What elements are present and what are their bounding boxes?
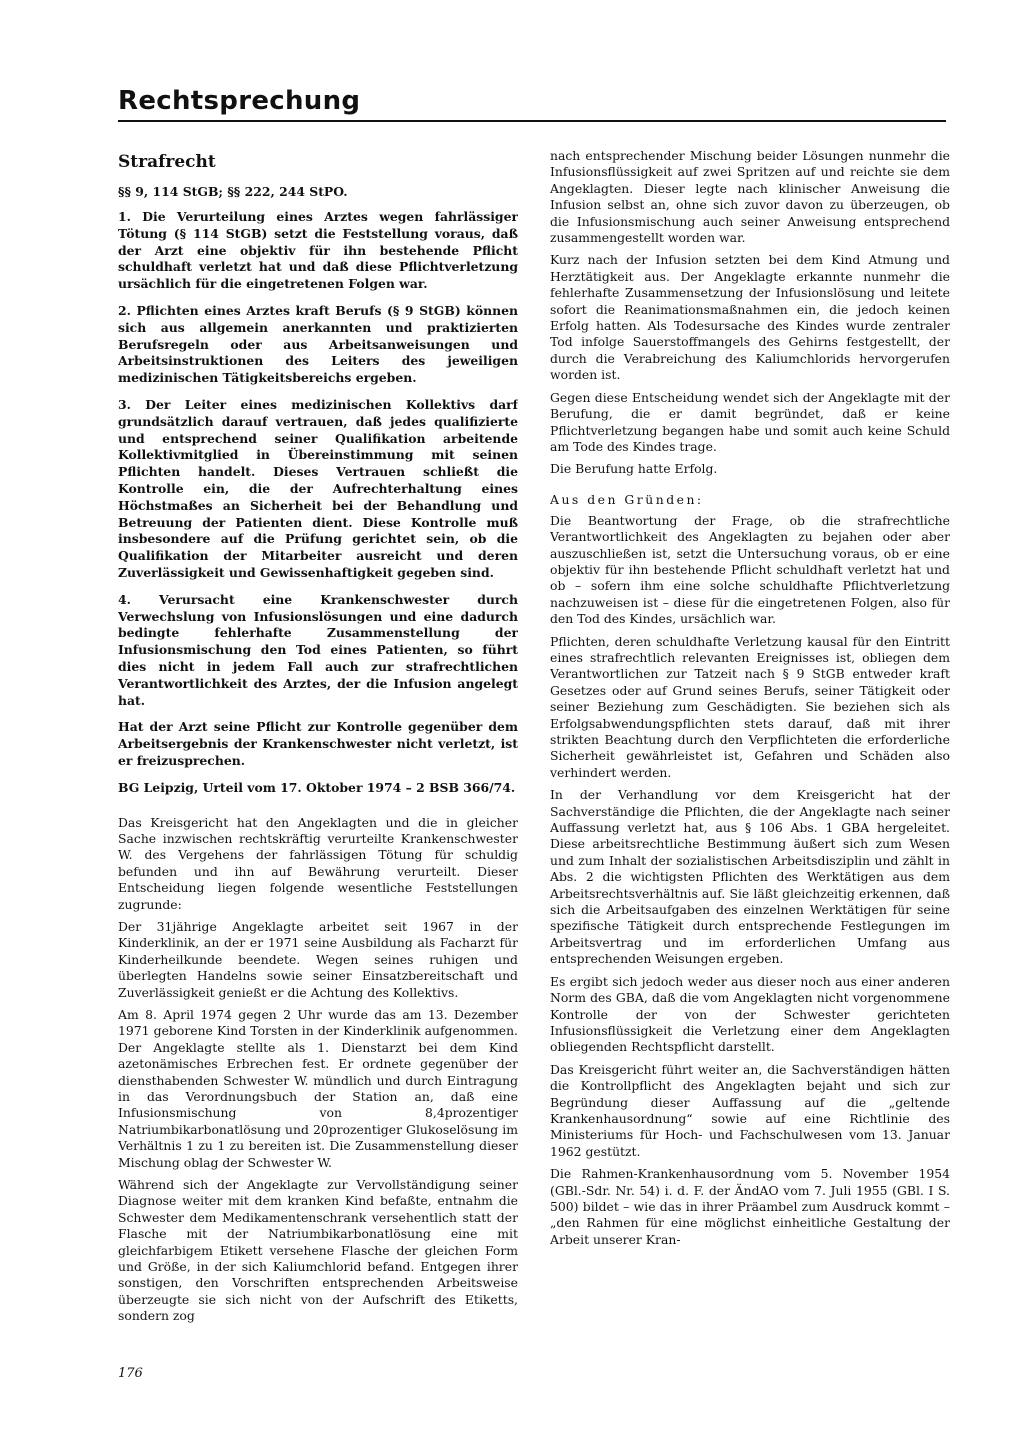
leitsatz: 4. Verursacht eine Krankenschwester durch Verwechslung von Infusionslösungen und eine dadurch bedingte fehlerhafte Zusammenstellung der Infusionsmischung den Tod eines Patienten, so führt dies nicht in jedem Fall auch zur strafrechtlichen Verantwortlichkeit des Arztes, der die Infusion angelegt hat. [118, 591, 518, 708]
body-paragraph: nach entsprechender Mischung beider Lösungen nunmehr die Infusionsflüssigkeit auf zwei Spritzen auf und reichte sie dem Angeklagten. Dieser legte nach klinischer Anweisung die Infusion selbst an, ohne sich zuvor davon zu überzeugen, ob die Infusionsmischung auch seiner Anweisung entsprechend zusammengestellt worden war. [550, 148, 950, 246]
body-paragraph: In der Verhandlung vor dem Kreisgericht hat der Sachverständige die Pflichten, die der Angeklagte nach seiner Auffassung verletzt hat, aus § 106 Abs. 1 GBA hergeleitet. Diese arbeitsrechtliche Bestimmung äußert sich zum Wesen und zum Inhalt der sozialistischen Arbeitsdisziplin und zählt in Abs. 2 die wichtigsten Pflichten des Werktätigen aus dem Arbeitsrechtsverhältnis auf. Sie läßt gleichzeitig erkennen, daß sich die Arbeitsaufgaben des einzelnen Werktätigen für seine spezifische Tätigkeit durch entsprechende Festlegungen im Arbeitsvertrag und im erforderlichen Umfang aus entsprechenden Weisungen ergeben. [550, 787, 950, 967]
reasons-heading: Aus den Gründen: [550, 491, 704, 507]
section-title: Rechtsprechung [118, 86, 361, 116]
leitsatz: 1. Die Verurteilung eines Arztes wegen fahrlässiger Tötung (§ 114 StGB) setzt die Feststellung voraus, daß der Arzt eine objektiv für ihn bestehende Pflicht schuldhaft verletzt hat und daß diese Pflichtverletzung ursächlich für die eingetretenen Folgen war. [118, 209, 518, 292]
left-column [118, 150, 518, 1360]
leitsatz: Hat der Arzt seine Pflicht zur Kontrolle gegenüber dem Arbeitsergebnis der Krankenschwester nicht verletzt, ist er freizusprechen. [118, 719, 518, 768]
body-paragraph: Kurz nach der Infusion setzten bei dem Kind Atmung und Herztätigkeit aus. Der Angeklagte erkannte nunmehr die fehlerhafte Zusammensetzung der Infusionslösung und leitete sofort die Reanimationsmaßnahmen ein, die jedoch keinen Erfolg hatten. Als Todesursache des Kindes wurde zentraler Tod infolge Sauerstoffmangels des Gehirns festgestellt, der durch die Verabreichung des Kaliumchlorids hervorgerufen worden ist. [550, 252, 950, 383]
header-rule [118, 120, 946, 122]
legal-citation: §§ 9, 114 StGB; §§ 222, 244 StPO. [118, 184, 348, 199]
body-paragraph: Die Berufung hatte Erfolg. [550, 461, 718, 477]
body-paragraph: Gegen diese Entscheidung wendet sich der Angeklagte mit der Berufung, die er damit begründet, daß er keine Pflichtverletzung begangen habe und somit auch keine Schuld am Tode des Kindes trage. [550, 389, 950, 454]
body-paragraph: Der 31jährige Angeklagte arbeitet seit 1967 in der Kinderklinik, an der er 1971 seine Ausbildung als Facharzt für Kinderheilkunde beendete. Wegen seines ruhigen und überlegten Handelns sowie seiner Einsatzbereitschaft und Zuverlässigkeit genießt er die Achtung des Kollektivs. [118, 918, 518, 1000]
rubric-heading: Strafrecht [118, 152, 216, 172]
body-paragraph: Das Kreisgericht führt weiter an, die Sachverständigen hätten die Kontrollpflicht des Angeklagten bejaht und sich zur Begründung dieser Auffassung auf die „geltende Krankenhausordnung“ sowie auf eine Richtlinie des Ministeriums für Hoch- und Fachschulwesen vom 13. Januar 1962 gestützt. [550, 1061, 950, 1159]
right-column [550, 148, 950, 1358]
body-paragraph: Das Kreisgericht hat den Angeklagten und die in gleicher Sache inzwischen rechtskräftig verurteilte Krankenschwester W. des Vergehens der fahrlässigen Tötung für schuldig befunden und ihn auf Bewährung verurteilt. Dieser Entscheidung liegen folgende wesentliche Feststellungen zugrunde: [118, 814, 518, 912]
leitsatz: 3. Der Leiter eines medizinischen Kollektivs darf grundsätzlich darauf vertrauen, daß jedes qualifizierte und entsprechend seiner Qualifikation arbeitende Kollektivmitglied in Übereinstimmung mit seinen Pflichten handelt. Dieses Vertrauen schließt die Kontrolle ein, die der Aufrechterhaltung eines Höchstmaßes an Sicherheit bei der Behandlung und Betreuung der Patienten dient. Diese Kontrolle muß insbesondere auf die Prüfung gerichtet sein, ob die Qualifikation der Mitarbeiter ausreicht und deren Zuverlässigkeit und Gewissenhaftigkeit gegeben sind. [118, 396, 518, 580]
body-paragraph: Am 8. April 1974 gegen 2 Uhr wurde das am 13. Dezember 1971 geborene Kind Torsten in der Kinderklinik aufgenommen. Der Angeklagte stellte als 1. Dienstarzt bei dem Kind azetonämisches Erbrechen fest. Er ordnete gegenüber der diensthabenden Schwester W. mündlich und durch Eintragung in das Verordnungsbuch der Station an, daß eine Infusionsmischung von 8,4prozentiger Natriumbikarbonatlösung und 20prozentiger Glukoselösung im Verhältnis 1 zu 1 zu bereiten ist. Die Zusammenstellung dieser Mischung oblag der Schwester W. [118, 1006, 518, 1170]
court-reference: BG Leipzig, Urteil vom 17. Oktober 1974 – 2 BSB 366/74. [118, 779, 516, 795]
page-number: 176 [118, 1366, 143, 1381]
body-paragraph: Pflichten, deren schuldhafte Verletzung kausal für den Eintritt eines strafrechtlich relevanten Ereignisses ist, obliegen dem Verantwortlichen zur Tatzeit nach § 9 StGB entweder kraft Gesetzes oder auf Grund seines Berufs, seiner Tätigkeit oder seiner Beziehung zum Geschädigten. Sie beziehen sich als Erfolgsabwendungspflichten stets darauf, daß mit ihrer strikten Beachtung durch den Verpflichteten die erforderliche Sicherheit gewährleistet ist, Gefahren und Schäden also verhindert werden. [550, 633, 950, 780]
leitsatz: 2. Pflichten eines Arztes kraft Berufs (§ 9 StGB) können sich aus allgemein anerkannten und praktizierten Berufsregeln oder aus Arbeitsanweisungen und Arbeitsinstruktionen des Leiters des jeweiligen medizinischen Tätigkeitsbereichs ergeben. [118, 302, 518, 386]
body-paragraph: Während sich der Angeklagte zur Vervollständigung seiner Diagnose weiter mit dem kranken Kind befaßte, entnahm die Schwester dem Medikamentenschrank versehentlich statt der Flasche mit der Natriumbikarbonatlösung eine mit gleichfarbigem Etikett versehene Flasche der gleichen Form und Größe, in der sich Kaliumchlorid befand. Entgegen ihrer sonstigen, den Vorschriften entsprechenden Arbeitsweise überzeugte sie sich nicht von der Aufschrift des Etiketts, sondern zog [118, 1177, 518, 1324]
body-paragraph: Die Beantwortung der Frage, ob die strafrechtliche Verantwortlichkeit des Angeklagten zu bejahen oder aber auszuschließen ist, setzt die Untersuchung voraus, ob er eine objektiv für ihn bestehende Pflicht schuldhaft verletzt hat und ob – sofern ihm eine solche schuldhafte Pflichtverletzung nachzuweisen ist – diese für die eingetretenen Folgen, also für den Tod des Kindes, ursächlich war. [550, 512, 950, 627]
body-paragraph: Die Rahmen-Krankenhausordnung vom 5. November 1954 (GBl.-Sdr. Nr. 54) i. d. F. der ÄndAO vom 7. Juli 1955 (GBl. I S. 500) bildet – wie das in ihrer Präambel zum Ausdruck kommt – „den Rahmen für eine möglichst einheitliche Gestaltung der Arbeit unserer Kran- [550, 1166, 950, 1247]
body-paragraph: Es ergibt sich jedoch weder aus dieser noch aus einer anderen Norm des GBA, daß die vom Angeklagten nicht vorgenommene Kontrolle der von der Schwester gerichteten Infusionsflüssigkeit die Verletzung einer dem Angeklagten obliegenden Rechtspflicht darstellt. [550, 973, 950, 1055]
